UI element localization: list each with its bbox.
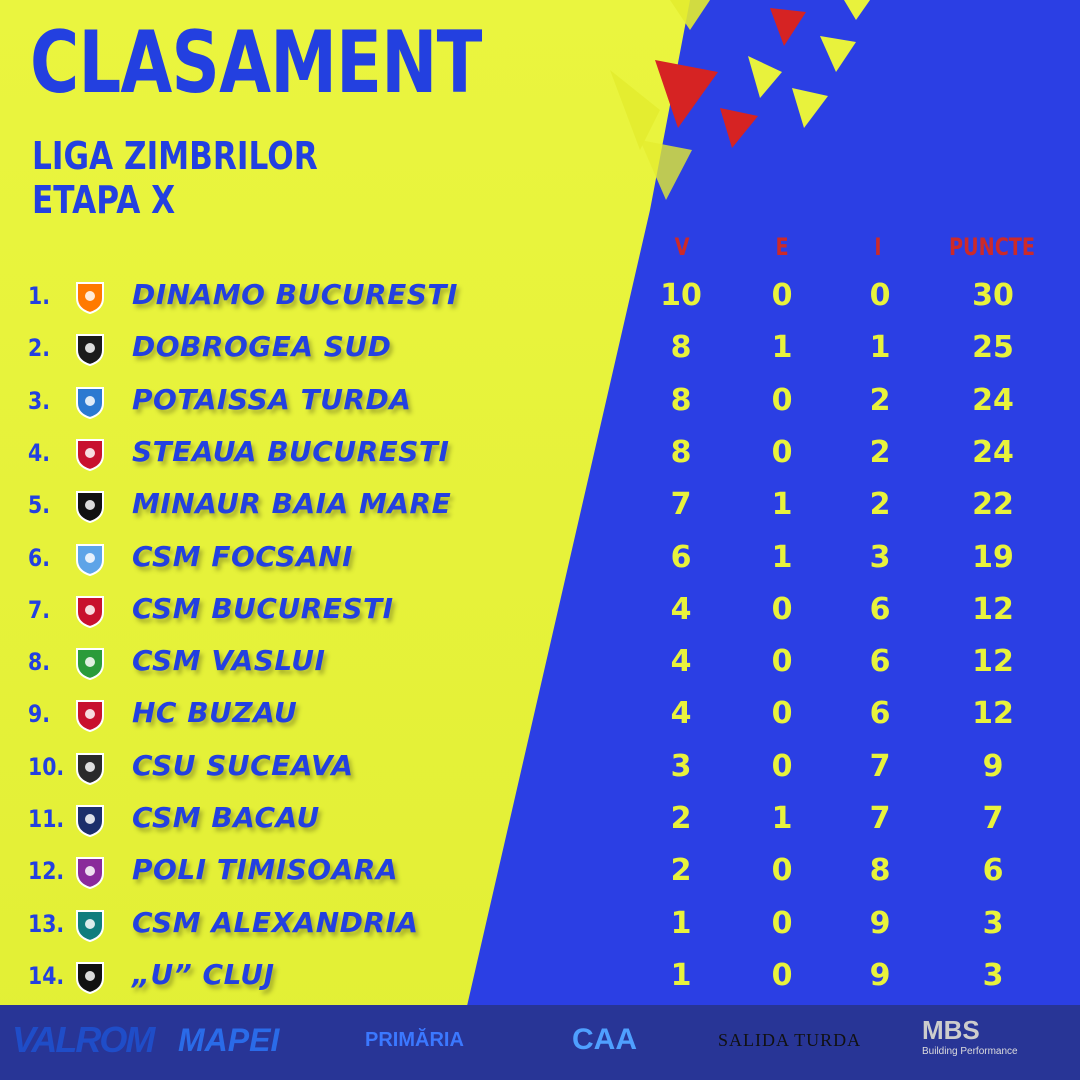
- stat-losses: 7: [869, 801, 891, 836]
- sponsor-mbs-name: MBS: [922, 1015, 980, 1045]
- stat-points: 3: [982, 957, 1004, 993]
- team-name: CSU SUCEAVA: [132, 748, 354, 782]
- u-cluj-logo: [71, 958, 109, 996]
- sponsor-caa-logo: CAA: [572, 1023, 637, 1056]
- row-rank: 14.: [28, 961, 65, 990]
- table-row: [0, 952, 1080, 1004]
- team-name: CSM BACAU: [132, 801, 320, 834]
- stat-draws: 1: [771, 330, 793, 366]
- stat-wins: 3: [670, 748, 692, 784]
- table-row: [0, 690, 1080, 742]
- stat-wins: 4: [670, 696, 692, 732]
- column-header-losses: I: [874, 233, 882, 261]
- focsani-logo: [71, 540, 109, 578]
- league-name: LIGA ZIMBRILOR: [32, 134, 318, 178]
- dobrogea-logo: [71, 330, 109, 368]
- table-row: [0, 638, 1080, 690]
- stat-losses: 6: [869, 644, 891, 680]
- row-rank: 10.: [28, 752, 65, 781]
- team-name: STEAUA BUCURESTI: [132, 434, 450, 468]
- team-name: DINAMO BUCURESTI: [132, 278, 458, 311]
- csm-bucuresti-logo: [71, 592, 109, 630]
- stat-draws: 0: [771, 434, 793, 470]
- stat-losses: 3: [869, 539, 891, 575]
- stat-losses: 0: [869, 278, 891, 313]
- table-row: [0, 377, 1080, 429]
- vaslui-logo: [71, 644, 109, 682]
- bacau-logo: [71, 801, 109, 839]
- table-row: [0, 429, 1080, 481]
- sponsor-salida-turda-logo: SALIDA TURDA: [718, 1029, 862, 1050]
- stat-losses: 6: [869, 696, 891, 732]
- row-rank: 12.: [28, 857, 65, 886]
- stat-wins: 8: [670, 330, 692, 366]
- stat-wins: 6: [670, 539, 692, 575]
- team-name: DOBROGEA SUD: [132, 330, 392, 364]
- stat-losses: 2: [869, 382, 891, 418]
- sponsor-primaria-logo: PRIMĂRIA: [365, 1028, 464, 1051]
- table-row: [0, 900, 1080, 952]
- table-row: [0, 272, 1080, 324]
- page-title: CLASAMENT: [30, 13, 482, 113]
- row-rank: 2.: [28, 334, 50, 363]
- stat-losses: 6: [869, 591, 891, 627]
- stat-draws: 0: [771, 382, 793, 418]
- stat-draws: 0: [771, 278, 793, 313]
- sponsor-valrom-logo: VALROM: [12, 1019, 154, 1060]
- table-row: [0, 795, 1080, 847]
- stat-points: 6: [982, 853, 1004, 889]
- stat-draws: 0: [771, 591, 793, 627]
- table-row: [0, 481, 1080, 533]
- stat-losses: 2: [869, 434, 891, 470]
- stat-points: 30: [972, 278, 1014, 313]
- team-name: CSM FOCSANI: [132, 539, 353, 573]
- team-name: POTAISSA TURDA: [132, 382, 412, 416]
- row-rank: 13.: [28, 909, 65, 938]
- table-row: [0, 534, 1080, 586]
- stat-draws: 0: [771, 853, 793, 889]
- stat-draws: 0: [771, 696, 793, 732]
- row-rank: 11.: [28, 805, 65, 833]
- stat-points: 24: [972, 382, 1014, 418]
- row-rank: 9.: [28, 700, 50, 729]
- stat-wins: 1: [670, 905, 692, 941]
- potaissa-logo: [71, 383, 109, 421]
- suceava-logo: [71, 749, 109, 787]
- stat-wins: 7: [670, 487, 692, 523]
- stat-draws: 0: [771, 905, 793, 941]
- team-name: CSM VASLUI: [132, 644, 326, 678]
- stat-draws: 0: [771, 748, 793, 784]
- stat-draws: 0: [771, 957, 793, 993]
- sponsor-bar: [0, 1005, 1080, 1080]
- table-row: [0, 586, 1080, 638]
- stat-points: 9: [982, 748, 1004, 784]
- stat-points: 24: [972, 434, 1014, 470]
- stat-losses: 2: [869, 487, 891, 523]
- row-rank: 4.: [28, 438, 50, 467]
- team-name: HC BUZAU: [132, 696, 298, 730]
- stat-draws: 1: [771, 539, 793, 575]
- team-name: CSM BUCURESTI: [132, 591, 394, 625]
- stat-wins: 10: [660, 278, 702, 313]
- team-name: MINAUR BAIA MARE: [132, 487, 452, 521]
- minaur-logo: [71, 487, 109, 525]
- stat-points: 12: [972, 644, 1014, 680]
- table-row: [0, 847, 1080, 899]
- stat-points: 3: [982, 905, 1004, 941]
- stat-points: 25: [972, 330, 1014, 366]
- column-header-points: PUNCTE: [948, 233, 1036, 261]
- stat-wins: 8: [670, 382, 692, 418]
- decorative-triangles: [600, 0, 1040, 220]
- buzau-logo: [71, 696, 109, 734]
- column-header-wins: V: [674, 233, 690, 261]
- alexandria-logo: [71, 906, 109, 944]
- row-rank: 7.: [28, 595, 50, 624]
- row-rank: 6.: [28, 543, 50, 572]
- sponsor-mbs-logo: [922, 1015, 1018, 1065]
- round-label: ETAPA X: [32, 178, 176, 222]
- stat-points: 7: [982, 801, 1004, 836]
- stat-losses: 8: [869, 853, 891, 889]
- stat-points: 12: [972, 696, 1014, 732]
- stat-losses: 1: [869, 330, 891, 366]
- stat-wins: 4: [670, 591, 692, 627]
- column-header-draws: E: [775, 233, 789, 261]
- row-rank: 5.: [28, 491, 50, 520]
- row-rank: 8.: [28, 648, 50, 677]
- team-name: CSM ALEXANDRIA: [132, 905, 419, 939]
- stat-points: 12: [972, 591, 1014, 627]
- table-row: [0, 743, 1080, 795]
- sponsor-mapei-logo: MAPEI: [178, 1021, 280, 1058]
- stat-wins: 2: [670, 801, 692, 836]
- stat-wins: 8: [670, 434, 692, 470]
- stat-wins: 4: [670, 644, 692, 680]
- stat-losses: 9: [869, 957, 891, 993]
- team-name: POLI TIMISOARA: [132, 853, 398, 887]
- stat-draws: 1: [771, 801, 793, 836]
- row-rank: 1.: [28, 282, 50, 310]
- stat-losses: 9: [869, 905, 891, 941]
- row-rank: 3.: [28, 386, 50, 415]
- stat-points: 22: [972, 487, 1014, 523]
- dinamo-logo: [71, 278, 109, 316]
- stat-losses: 7: [869, 748, 891, 784]
- team-name: „U” CLUJ: [132, 957, 275, 991]
- stat-wins: 2: [670, 853, 692, 889]
- table-row: [0, 324, 1080, 376]
- steaua-logo: [71, 435, 109, 473]
- sponsor-mbs-tagline: Building Performance: [922, 1046, 1018, 1057]
- stat-draws: 1: [771, 487, 793, 523]
- poli-logo: [71, 853, 109, 891]
- stat-points: 19: [972, 539, 1014, 575]
- stat-draws: 0: [771, 644, 793, 680]
- stat-wins: 1: [670, 957, 692, 993]
